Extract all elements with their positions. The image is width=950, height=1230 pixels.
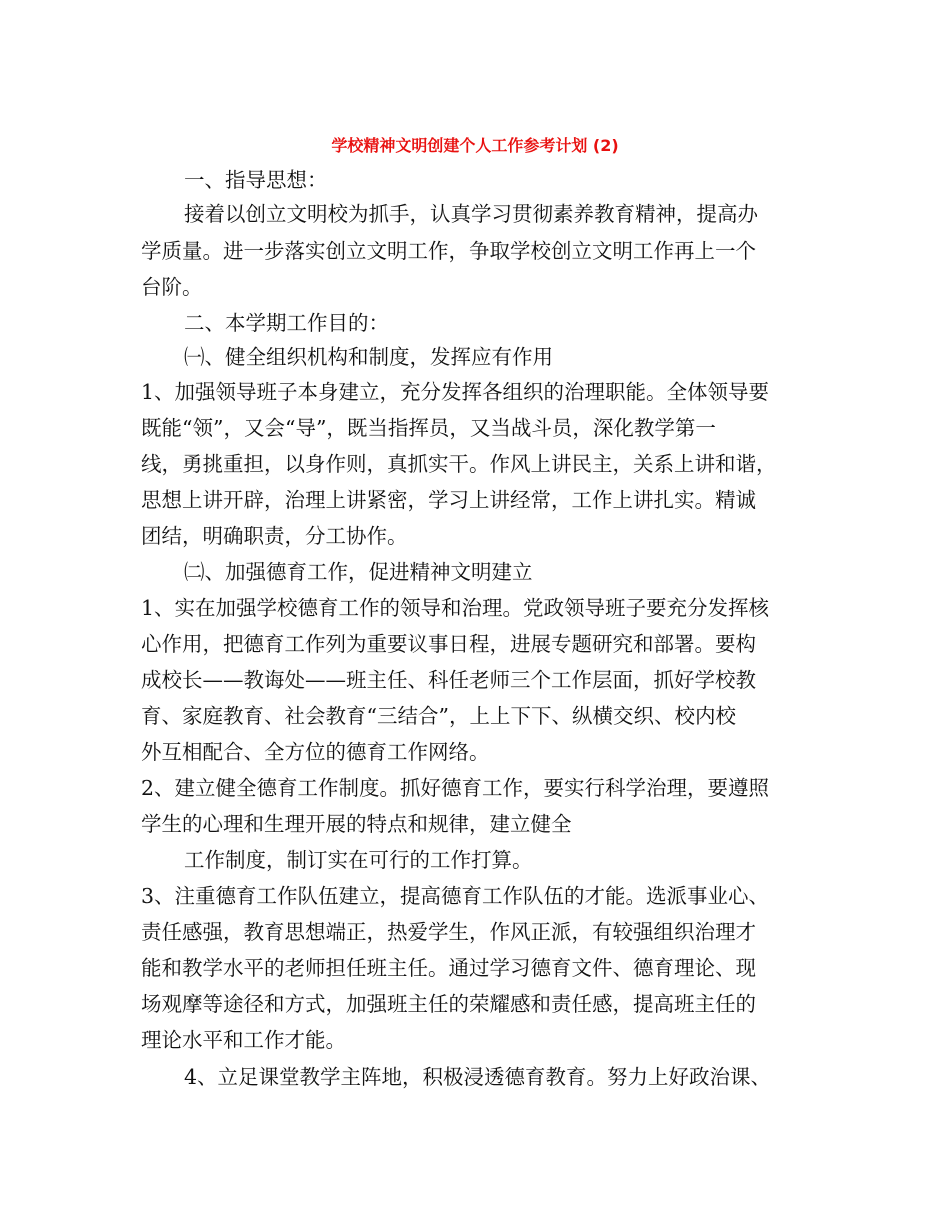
paragraph-line: 能和教学水平的老师担任班主任。通过学习德育文件、德育理论、现: [141, 956, 756, 980]
subsection-heading: ㈠、健全组织机构和制度，发挥应有作用: [184, 345, 553, 369]
document-title: 学校精神文明创建个人工作参考计划 (2): [331, 136, 619, 155]
section-heading: 一、指导思想：: [184, 168, 328, 192]
paragraph-line: 既能“领”，又会“导”，既当指挥员，又当战斗员，深化教学第一: [141, 416, 716, 440]
paragraph-line: 台阶。: [141, 275, 203, 299]
paragraph-line: 责任感强，教育思想端正，热爱学生，作风正派，有较强组织治理才: [141, 920, 756, 944]
paragraph-line: 1、实在加强学校德育工作的领导和治理。党政领导班子要充分发挥核: [141, 596, 770, 620]
paragraph-line: 2、建立健全德育工作制度。抓好德育工作，要实行科学治理，要遵照: [141, 776, 770, 800]
paragraph-line: 成校长——教诲处——班主任、科任老师三个工作层面，抓好学校教: [141, 668, 756, 692]
paragraph-line: 理论水平和工作才能。: [141, 1028, 346, 1052]
paragraph-line: 1、加强领导班子本身建立，充分发挥各组织的治理职能。全体领导要: [141, 380, 770, 404]
paragraph-line: 学生的心理和生理开展的特点和规律，建立健全: [141, 812, 572, 836]
paragraph-line: 思想上讲开辟，治理上讲紧密，学习上讲经常，工作上讲扎实。精诚: [141, 488, 756, 512]
paragraph-line: 学质量。进一步落实创立文明工作，争取学校创立文明工作再上一个: [141, 239, 756, 263]
paragraph-line: 接着以创立文明校为抓手，认真学习贯彻素养教育精神，提高办: [184, 202, 758, 226]
paragraph-line: 育、家庭教育、社会教育“三结合”，上上下下、纵横交织、校内校: [141, 704, 736, 728]
paragraph-line: 工作制度，制订实在可行的工作打算。: [184, 848, 533, 872]
section-heading: 二、本学期工作目的：: [184, 311, 389, 335]
paragraph-line: 3、注重德育工作队伍建立，提高德育工作队伍的才能。选派事业心、: [141, 884, 770, 908]
paragraph-line: 场观摩等途径和方式，加强班主任的荣耀感和责任感，提高班主任的: [141, 992, 756, 1016]
paragraph-line: 线，勇挑重担，以身作则，真抓实干。作风上讲民主，关系上讲和谐，: [141, 452, 777, 476]
paragraph-line: 外互相配合、全方位的德育工作网络。: [141, 740, 490, 764]
paragraph-line: 团结，明确职责，分工协作。: [141, 524, 408, 548]
subsection-heading: ㈡、加强德育工作，促进精神文明建立: [184, 560, 533, 584]
paragraph-line: 4、立足课堂教学主阵地，积极浸透德育教育。努力上好政治课、: [184, 1065, 772, 1089]
paragraph-line: 心作用，把德育工作列为重要议事日程，进展专题研究和部署。要构: [141, 632, 756, 656]
